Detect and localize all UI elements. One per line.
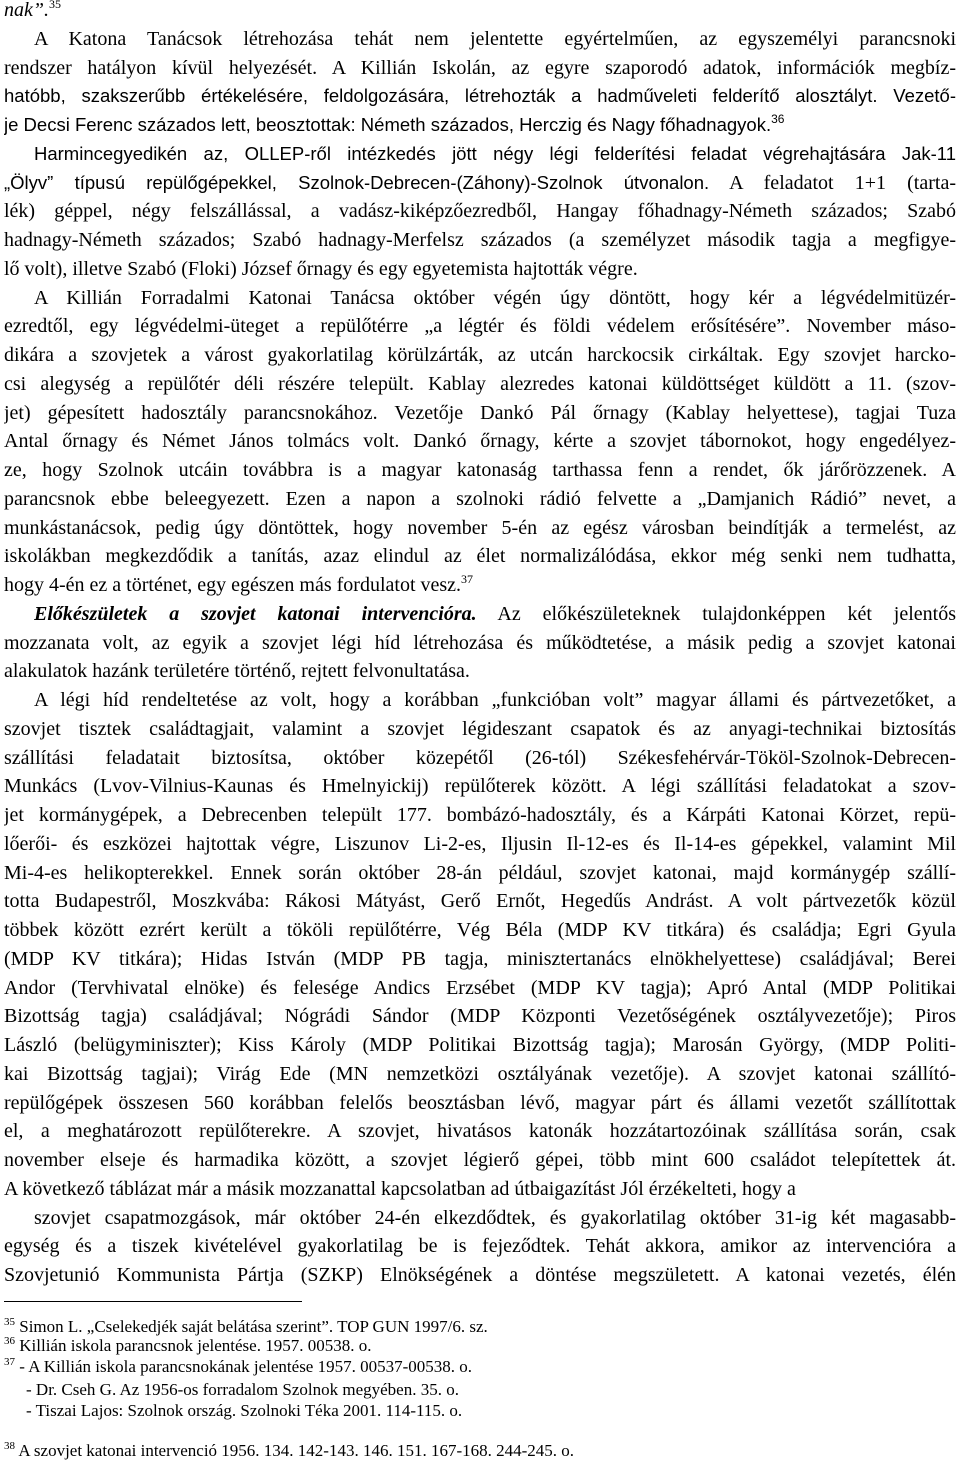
footnote-cont-3: [26, 1379, 459, 1401]
footnote-ref: 36: [771, 112, 785, 126]
footnote-ref: 37: [461, 572, 474, 586]
footnote-number: 35: [4, 1316, 15, 1328]
body-line: jet kormánygépek, a Debrecenben települt 177. bombázó-hadosztály, és a Kárpáti Katonai Körzet, repü-: [4, 804, 956, 826]
footnote-text: Killián iskola parancsnok jelentése. 1957. 00538. o.: [19, 1336, 372, 1355]
body-line: Andor (Tervhivatal elnöke) és felesége Andics Erzsébet (MDP KV tagja); Apró Antal (MDP Politikai: [4, 977, 956, 999]
body-line: Munkács (Lvov-Vilnius-Kaunas és Hmelnyickij) repülőterek között. A légi szállítási feladatokat a szov-: [4, 775, 956, 797]
body-line: Antal őrnagy és Német János tolmács volt. Dankó őrnagy, kérte a szovjet tábornokot, hogy engedélyez-: [4, 430, 956, 452]
body-line: szovjet csapatmozgások, már október 24-én elkezdődtek, és gyakorlatilag október 31-ig két magasabb-: [34, 1207, 956, 1229]
body-line: hogy 4-én ez a történet, egy egészen más fordulatot vesz.$^{37}$: [4, 572, 474, 596]
body-line: A Katona Tanácsok létrehozása tehát nem jelentette egyértelműen, az egyszemélyi parancsnoki: [34, 28, 956, 50]
footnote-36: [4, 1335, 371, 1357]
body-line: kai Bizottság tagjai); Virág Ede (MN nemzetközi osztályának vezetője). A szovjet katonai szállító-: [4, 1063, 956, 1085]
body-line: szovjet tisztek családtagjait, valamint a szovjet légideszant csapatok és az anyagi-technikai biztosítás: [4, 718, 956, 740]
body-line: (MDP KV titkára); Hidas István (MDP PB tagja, minisztertanács elnökhelyettese) családjával; Berei: [4, 948, 956, 970]
body-line: egység és a tiszek kivételével gyakorlatilag be is fejeződtek. Tehát akkora, amikor az intervencióra a: [4, 1235, 956, 1257]
footnote-text: A szovjet katonai intervenció 1956. 134. 142-143. 146. 151. 167-168. 244-245. o.: [18, 1441, 575, 1460]
body-line: dikára a szovjetek a várost gyakorlatilag körülzárták, az utcán harckocsik cirkáltak. Egy szovjet harcko-: [4, 344, 956, 366]
footnote-ref: 35: [49, 0, 61, 11]
body-line: lőerői- és eszközei hajtottak végre, Liszunov Li-2-es, Iljusin Il-12-es és Il-14-es gépekkel, valamint Mil: [4, 833, 956, 855]
body-line: munkástanácsok, pedig úgy döntöttek, hogy november 5-én az egész városban beindítják a termelést, az: [4, 517, 956, 539]
body-line: A légi híd rendeltetése az volt, hogy a korábban „funkcióban volt” magyar állami és pártvezetőket, a: [34, 689, 956, 711]
footnote-number: 37: [4, 1356, 15, 1368]
body-line: Előkészületek a szovjet katonai intervencióra. Az előkészületeknek tulajdonképpen két jelentős: [34, 603, 956, 625]
footnote-text: - A Killián iskola parancsnokának jelentése 1957. 00537-00538. o.: [19, 1357, 473, 1376]
footnote-cont-4: [26, 1400, 462, 1422]
body-line: Bizottság tagja) családjával; Nógrádi Sándor (MDP Központi Vezetőségének osztályvezetője); Piros: [4, 1005, 956, 1027]
body-line: lő volt), illetve Szabó (Floki) József őrnagy és egy egyetemista hajtották végre.: [4, 258, 638, 280]
section-heading: Előkészületek a szovjet katonai intervencióra.: [34, 603, 477, 625]
body-line: László (belügyminiszter); Kiss Károly (MDP Politikai Bizottság tagja); Marosán György, (MDP Politi-: [4, 1034, 956, 1056]
footnote-number: 38: [4, 1440, 15, 1452]
body-line: repülőgépek összesen 560 korábban felelős beosztásban lévő, magyar párt és állami vezetőt szállítottak: [4, 1092, 956, 1114]
body-line: jet) gépesített hadosztály parancsnokához. Vezetője Dankó Pál őrnagy (Kablay helyettese), tagjai Tuza: [4, 402, 956, 424]
body-line: mozzanata volt, az egyik a szovjet légi híd létrehozása és működtetése, a másik pedig a szovjet katonai: [4, 632, 956, 654]
body-line: A következő táblázat már a másik mozzanattal kapcsolatban ad útbaigazítást Jól érzékelteti, hogy a: [4, 1178, 796, 1200]
body-line: szállítási feladatait biztosítsa, október közepétől (26-tól) Székesfehérvár-Tököl-Szolnok-Debrecen-: [4, 747, 956, 769]
footnote-number: 36: [4, 1335, 15, 1347]
body-line: nak”.$^{35}$: [4, 0, 956, 23]
body-line: lék) géppel, négy felszállással, a vadász-kiképzőezredből, Hangay főhadnagy-Németh százados; Szabó: [4, 200, 956, 222]
body-line: hadnagy-Németh százados; Szabó hadnagy-Merfelsz százados (a személyzet második tagja a megfigye-: [4, 229, 956, 251]
body-line: alakulatok hazánk területére történő, rejtett felvonultatása.: [4, 660, 470, 682]
footnote-38: [4, 1440, 574, 1462]
body-line: Szovjetunió Kommunista Pártja (SZKP) Elnökségének a döntése megszületett. A katonai vezetés, élén: [4, 1264, 956, 1286]
body-line: Mi-4-es helikopterekkel. Ennek során október 28-án például, szovjet katonai, majd kormánygép szállí-: [4, 862, 956, 884]
footnote-separator: [4, 1301, 302, 1302]
footnote-text: - Dr. Cseh G. Az 1956-os forradalom Szolnok megyében. 35. o.: [26, 1380, 459, 1399]
footnote-37: [4, 1356, 472, 1378]
body-line: A Killián Forradalmi Katonai Tanácsa október végén úgy döntött, hogy kér a légvédelmitüzér-: [34, 287, 956, 309]
body-line: el, a meghatározott repülőterekre. A szovjet, hivatásos katonák hozzátartozóinak szállítása során, csak: [4, 1120, 956, 1142]
body-line: je Decsi Ferenc százados lett, beosztottak: Németh százados, Herczig és Nagy főhadnagyok.$^{36}$: [4, 112, 785, 135]
body-line: ezredtől, egy légvédelmi-üteget a repülőtérre „a légtér és földi védelem erősítésére”. November máso-: [4, 315, 956, 337]
body-line: többek között ezrért került a tököli repülőtérre, Vég Béla (MDP KV titkára) és családja; Egri Gyula: [4, 919, 956, 941]
body-line: csi alegység a repülőtér déli részére települt. Kablay alezredes katonai küldöttséget küldött a 11. (szov-: [4, 373, 956, 395]
body-line: iskolákban megkezdődik a tanítás, azaz elindul az élet normalizálódása, ekkor még senki nem tudhatta,: [4, 545, 956, 567]
footnote-text: Simon L. „Cselekedjék saját belátása szerint”. TOP GUN 1997/6. sz.: [19, 1317, 488, 1336]
footnote-text: - Tiszai Lajos: Szolnok ország. Szolnoki Téka 2001. 114-115. o.: [26, 1401, 463, 1420]
body-line: Harmincegyedikén az, OLLEP-ről intézkedés jött négy légi felderítési feladat végrehajtására Jak-11: [34, 143, 956, 164]
body-line: totta Budapestről, Moszkvába: Rákosi Mátyást, Gerő Ernőt, Hegedűs Andrást. A volt pártvezetők közül: [4, 890, 956, 912]
body-line: rendszer hatályon kívül helyezését. A Killián Iskolán, az egyre szaporodó adatok, információk megbíz-: [4, 57, 956, 79]
body-line: hatóbb, szakszerűbb értékelésére, feldolgozására, létrehozták a hadműveleti felderítő alosztályt. Vezető-: [4, 85, 956, 106]
body-line: parancsnok ebbe beleegyezett. Ezen a napon a szolnoki rádió felvette a „Damjanich Rádió” nevet, a: [4, 488, 956, 510]
body-line: „Ölyv” típusú repülőgépekkel, Szolnok-Debrecen-(Záhony)-Szolnok útvonalon. A feladatot 1+1 (tarta-: [4, 172, 956, 194]
body-line: november elseje és harmadika között, a szovjet légierő gépei, több mint 600 családot telepítettek át.: [4, 1149, 956, 1171]
body-line: ze, hogy Szolnok utcáin továbbra is a magyar katonaság tarthassa fenn a rendet, ők járőrözzenek. A: [4, 459, 956, 481]
